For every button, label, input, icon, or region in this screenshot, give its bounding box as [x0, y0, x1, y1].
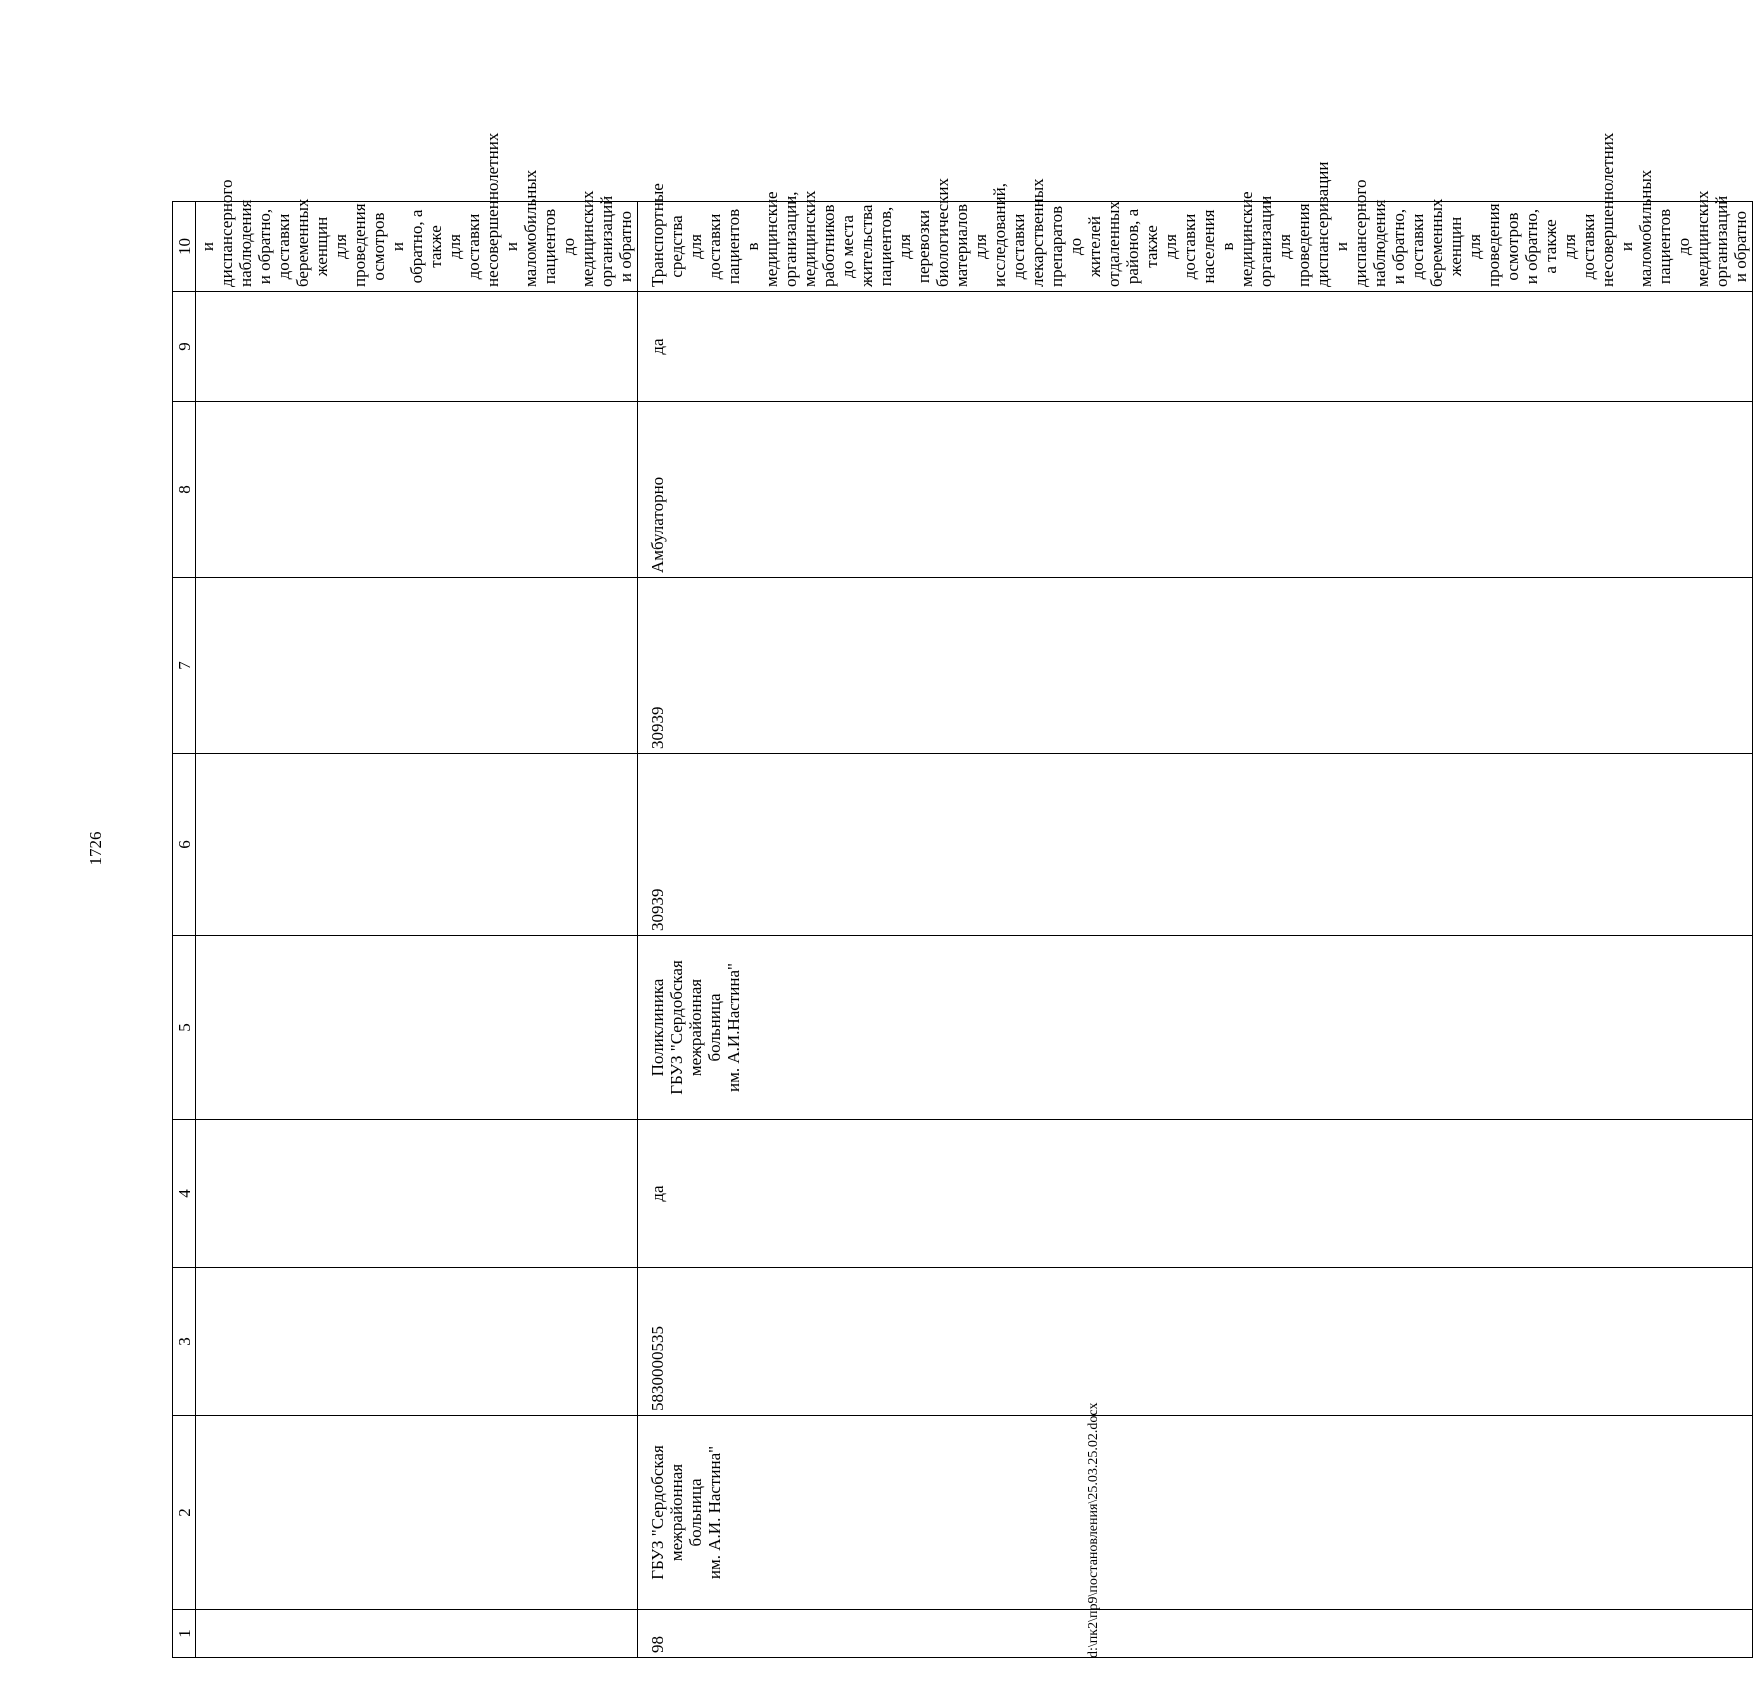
page-number: 1726 — [86, 831, 105, 866]
inn-code: 5830000535 — [638, 1268, 1753, 1416]
header-cell-9: 9 — [173, 292, 196, 402]
department-name: Поликлиника ГБУЗ "Сердобская межрайонная больница им. А.И.Настина" — [638, 936, 1753, 1120]
data-table — [172, 132, 1753, 1658]
col6-value: 30939 — [638, 754, 1753, 936]
transport-description: Транспортные средства для доставки пациентов в медицинские организации, медицинских работников до места жительства пациентов, для перевозки биологических материалов для исследований, доставки лекарственных препаратов до жителей отдаленных районов, а также для доставки населения в медицинские организации для проведения диспансеризации и диспансерного наблюдения и обратно, доставки беременных женщин для проведения осмотров и обратно, а также для доставки несовершеннолетних и маломобильных пациентов до медицинских организаций и обратно — [638, 202, 1753, 292]
footer-file-path: d:\пк2\пр9\постановления\25.03.25.02.docx — [1086, 1402, 1101, 1658]
table-row-98 — [638, 202, 1753, 1658]
header-cell-1: 1 — [173, 1610, 196, 1658]
conditions-value: Амбулаторно — [638, 402, 1753, 578]
col4-value: да — [638, 1120, 1753, 1268]
header-cell-5: 5 — [173, 936, 196, 1120]
header-cell-2: 2 — [173, 1416, 196, 1610]
col7-value: 30939 — [638, 578, 1753, 754]
table-row-continued — [196, 202, 638, 1658]
header-cell-4: 4 — [173, 1120, 196, 1268]
header-cell-6: 6 — [173, 754, 196, 936]
header-cell-7: 7 — [173, 578, 196, 754]
header-cell-3: 3 — [173, 1268, 196, 1416]
col9-value: да — [638, 292, 1753, 402]
organization-name: ГБУЗ "Сердобская межрайонная больница им. А.И. Настина" — [638, 1416, 1753, 1610]
continued-description: и диспансерного наблюдения и обратно, доставки беременных женщин для проведения осмотров и обратно, а также для доставки несовершеннолетних и маломобильных пациентов до медицинских организаций и обратно — [196, 202, 638, 292]
header-cell-8: 8 — [173, 402, 196, 578]
header-row — [173, 202, 196, 1658]
header-cell-10: 10 — [173, 202, 196, 292]
row-number: 98 — [638, 1610, 1753, 1658]
